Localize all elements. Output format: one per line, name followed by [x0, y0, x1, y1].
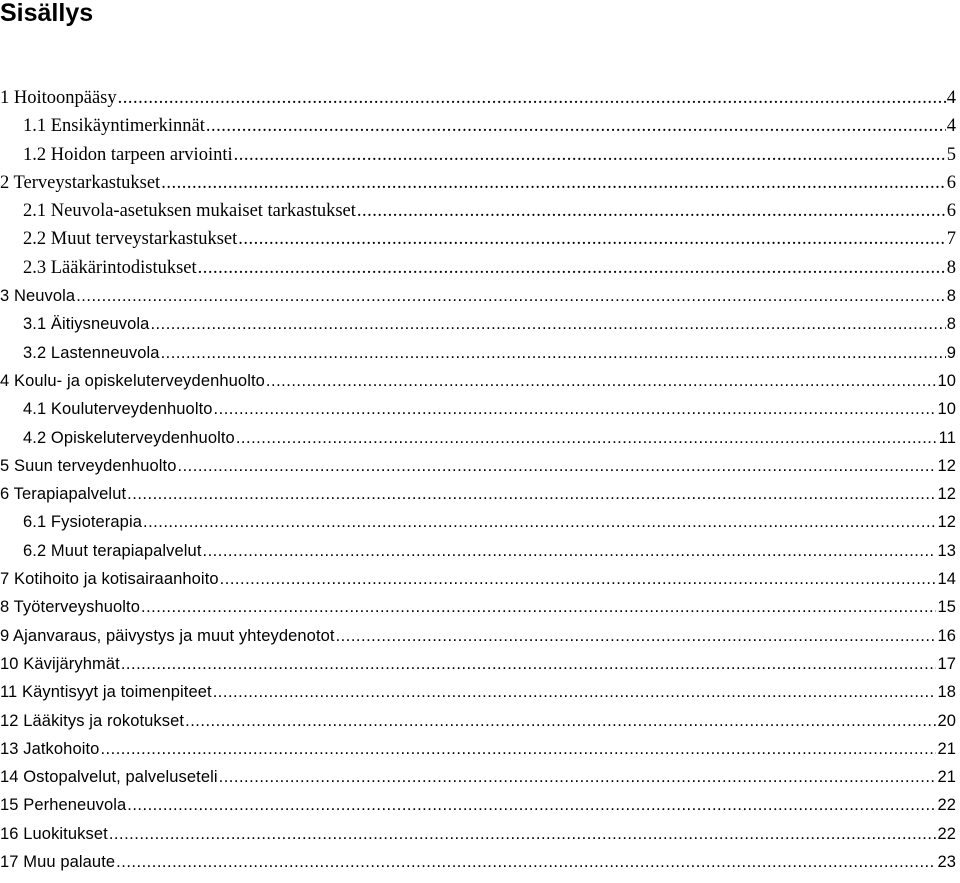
toc-leader-dots: [118, 84, 946, 112]
toc-entry-label: 4.1 Kouluterveydenhuolto: [23, 400, 213, 419]
toc-entry[interactable]: [0, 169, 960, 197]
toc-entry-page-number: 13: [937, 541, 956, 560]
toc-entry-page-number: 17: [937, 654, 956, 673]
toc-entry-label: 11 Käyntisyyt ja toimenpiteet: [0, 683, 212, 702]
toc-entry-label: 2 Terveystarkastukset: [0, 172, 161, 193]
toc-entry-page-number: 10: [937, 400, 956, 419]
toc-entry[interactable]: [0, 452, 960, 480]
toc-entry[interactable]: [0, 282, 960, 310]
toc-entry[interactable]: [0, 480, 960, 508]
toc-entry-page-number: 4: [946, 88, 956, 108]
toc-entry-page-number: 22: [937, 796, 956, 815]
toc-entry-label: 12 Lääkitys ja rokotukset: [0, 711, 185, 730]
toc-entry-page-number: 6: [946, 201, 956, 222]
toc-leader-dots: [203, 537, 937, 565]
toc-entry-label: 3.1 Äitiysneuvola: [23, 315, 150, 334]
toc-entry-page-number: 23: [937, 853, 956, 872]
toc-entry[interactable]: [0, 735, 960, 763]
toc-entry[interactable]: [0, 367, 960, 395]
toc-entry-label: 5 Suun terveydenhuolto: [0, 456, 177, 475]
toc-leader-dots: [100, 735, 936, 763]
toc-entry[interactable]: [0, 678, 960, 706]
toc-leader-dots: [127, 480, 936, 508]
toc-entry-page-number: 10: [937, 371, 956, 390]
toc-entry[interactable]: [0, 593, 960, 621]
toc-entry-label: 1.1 Ensikäyntimerkinnät: [23, 116, 205, 137]
toc-leader-dots: [206, 112, 946, 140]
document-title: Sisällys: [0, 0, 94, 27]
toc-entry[interactable]: [0, 310, 960, 338]
toc-entry-label: 3.2 Lastenneuvola: [23, 343, 160, 362]
toc-entry-page-number: 12: [937, 513, 956, 532]
toc-entry[interactable]: [0, 84, 960, 112]
toc-entry[interactable]: [0, 339, 960, 367]
toc-leader-dots: [266, 367, 937, 395]
toc-leader-dots: [214, 395, 937, 423]
toc-leader-dots: [178, 452, 937, 480]
toc-entry[interactable]: [0, 197, 960, 225]
toc-entry-page-number: 8: [946, 315, 956, 334]
toc-entry-page-number: 18: [937, 683, 956, 702]
toc-entry[interactable]: [0, 395, 960, 423]
toc-entry-page-number: 21: [937, 768, 956, 787]
toc-entry-page-number: 5: [946, 144, 956, 165]
toc-entry-label: 1.2 Hoidon tarpeen arviointi: [23, 144, 233, 165]
toc-entry-label: 10 Kävijäryhmät: [0, 654, 120, 673]
toc-leader-dots: [336, 622, 937, 650]
toc-entry[interactable]: [0, 763, 960, 791]
toc-entry[interactable]: [0, 424, 960, 452]
toc-entry[interactable]: [0, 225, 960, 253]
toc-leader-dots: [161, 339, 946, 367]
toc-entry-label: 2.1 Neuvola-asetuksen mukaiset tarkastukset: [23, 201, 356, 222]
toc-entry[interactable]: [0, 820, 960, 848]
toc-entry-label: 4.2 Opiskeluterveydenhuolto: [23, 428, 235, 447]
toc-entry[interactable]: [0, 622, 960, 650]
toc-leader-dots: [213, 678, 937, 706]
toc-entry-page-number: 7: [946, 229, 956, 250]
toc-entry-page-number: 14: [937, 570, 956, 589]
toc-entry-page-number: 12: [937, 456, 956, 475]
toc-entry-label: 7 Kotihoito ja kotisairaanhoito: [0, 570, 219, 589]
toc-entry-label: 6.2 Muut terapiapalvelut: [23, 541, 202, 560]
toc-leader-dots: [236, 424, 938, 452]
toc-leader-dots: [238, 225, 946, 253]
toc-entry-page-number: 9: [946, 343, 956, 362]
toc-entry-label: 3 Neuvola: [0, 287, 76, 306]
toc-entry[interactable]: [0, 537, 960, 565]
toc-entry-label: 16 Luokitukset: [0, 824, 108, 843]
toc-entry[interactable]: [0, 508, 960, 536]
toc-entry-label: 9 Ajanvaraus, päivystys ja muut yhteydenotot: [0, 626, 335, 645]
toc-leader-dots: [121, 650, 937, 678]
toc-entry-page-number: 4: [946, 116, 956, 137]
toc-entry[interactable]: [0, 112, 960, 140]
toc-entry[interactable]: [0, 650, 960, 678]
toc-entry[interactable]: [0, 791, 960, 819]
toc-leader-dots: [219, 763, 937, 791]
toc-entry-label: 8 Työterveyshuolto: [0, 598, 140, 617]
toc-entry-label: 17 Muu palaute: [0, 853, 116, 872]
toc-leader-dots: [220, 565, 937, 593]
toc-leader-dots: [141, 593, 936, 621]
toc-entry-label: 2.2 Muut terveystarkastukset: [23, 229, 238, 250]
toc-entry-page-number: 11: [938, 428, 956, 447]
toc-leader-dots: [161, 169, 946, 197]
toc-entry-page-number: 21: [937, 739, 956, 758]
toc-entry-label: 13 Jatkohoito: [0, 739, 100, 758]
toc-leader-dots: [127, 791, 936, 819]
toc-entry[interactable]: [0, 141, 960, 169]
toc-entry-label: 2.3 Lääkärintodistukset: [23, 257, 197, 278]
toc-entry-page-number: 6: [946, 172, 956, 193]
toc-entry-page-number: 15: [937, 598, 956, 617]
toc-leader-dots: [76, 282, 946, 310]
toc-leader-dots: [357, 197, 946, 225]
toc-leader-dots: [234, 141, 946, 169]
toc-entry-label: 4 Koulu- ja opiskeluterveydenhuolto: [0, 371, 265, 390]
toc-entry-label: 6.1 Fysioterapia: [23, 513, 142, 532]
toc-entry-page-number: 16: [937, 626, 956, 645]
toc-entry-label: 14 Ostopalvelut, palveluseteli: [0, 768, 218, 787]
toc-entry[interactable]: [0, 707, 960, 735]
toc-leader-dots: [143, 508, 936, 536]
toc-leader-dots: [109, 820, 937, 848]
toc-entry-label: 6 Terapiapalvelut: [0, 485, 127, 504]
toc-leader-dots: [198, 254, 946, 282]
toc-entry[interactable]: [0, 565, 960, 593]
toc-leader-dots: [185, 707, 936, 735]
toc-entry-label: 15 Perheneuvola: [0, 796, 127, 815]
toc-entry-page-number: 12: [937, 485, 956, 504]
table-of-contents: [0, 84, 960, 876]
toc-entry-page-number: 8: [946, 257, 956, 278]
toc-entry[interactable]: [0, 848, 960, 876]
toc-entry-page-number: 8: [946, 287, 956, 306]
toc-entry[interactable]: [0, 254, 960, 282]
toc-entry-label: 1 Hoitoonpääsy: [0, 88, 117, 108]
toc-leader-dots: [116, 848, 936, 876]
toc-entry-page-number: 20: [937, 711, 956, 730]
toc-leader-dots: [150, 310, 945, 338]
toc-entry-page-number: 22: [937, 824, 956, 843]
